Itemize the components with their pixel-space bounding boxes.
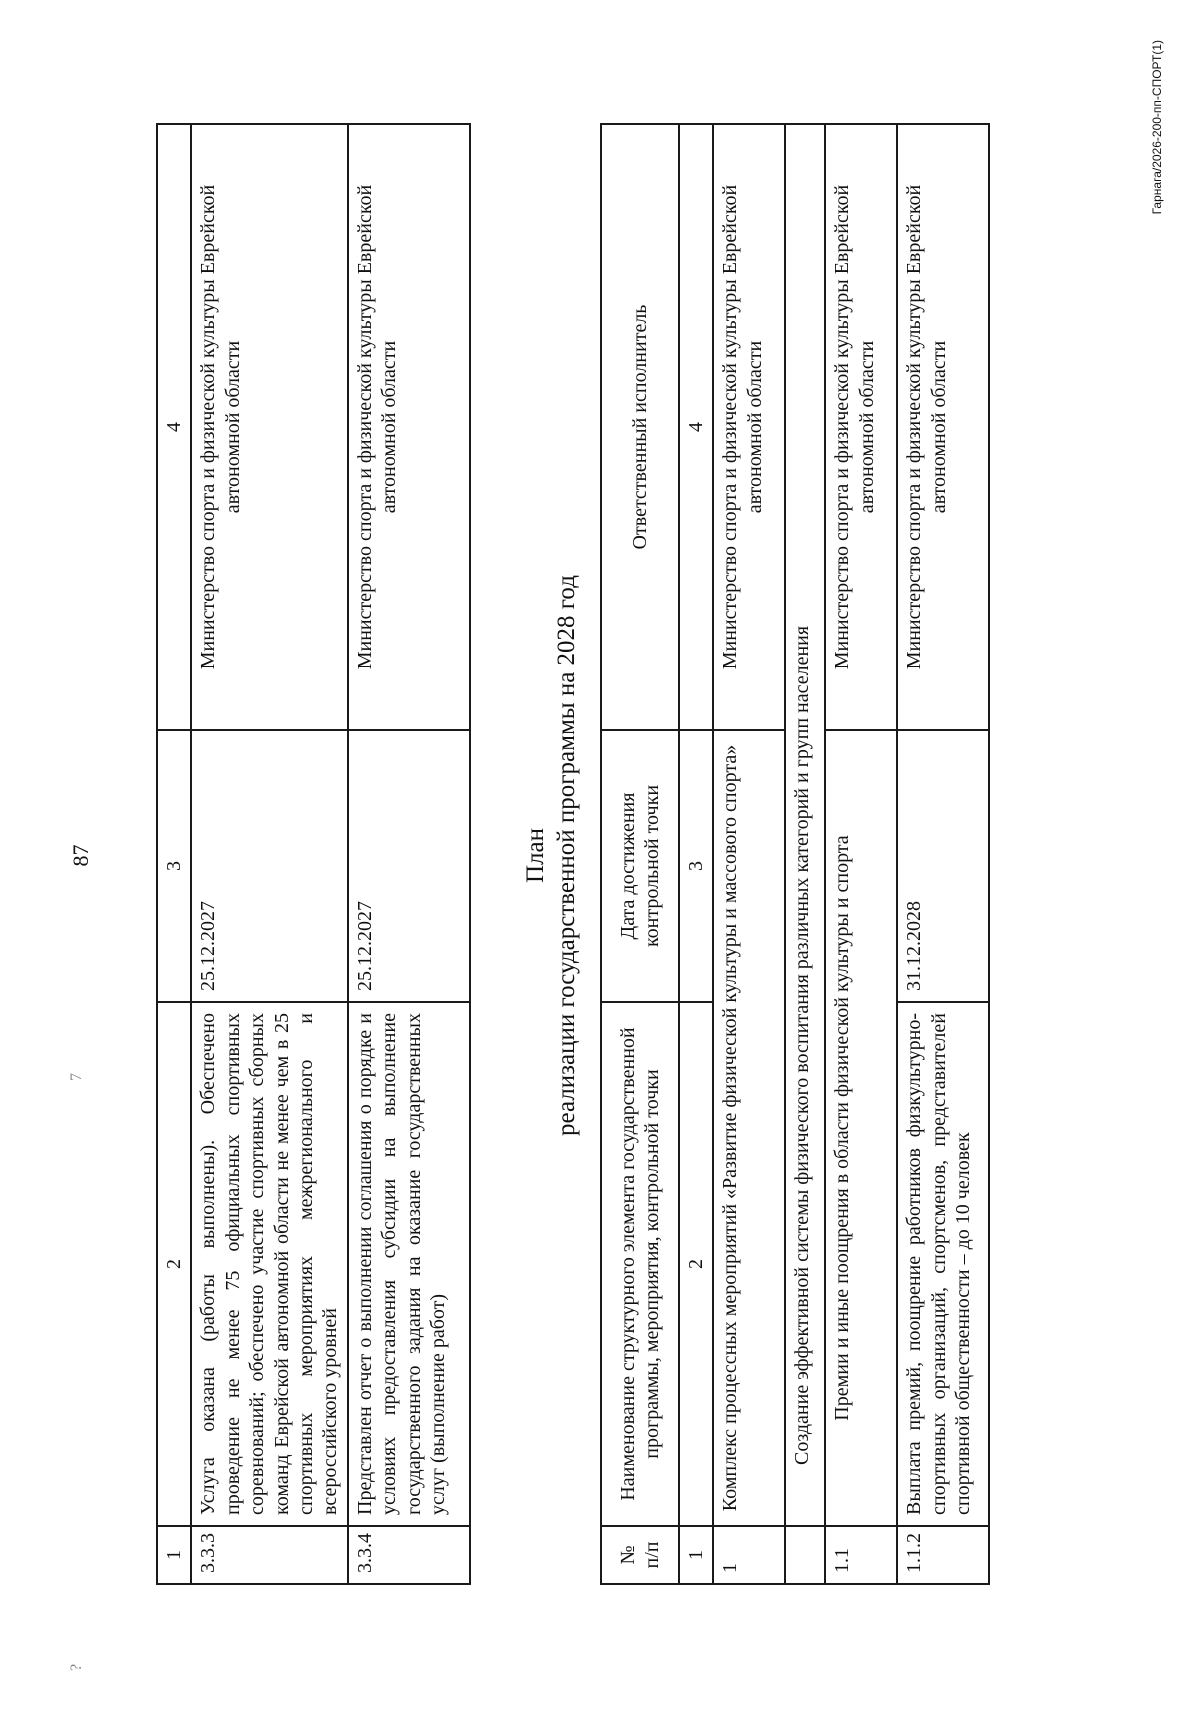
table-row [191,124,347,1584]
row-executor: Министерство спорта и физической культуры Еврейской автономной области [825,124,897,730]
row-date: 25.12.2027 [191,730,347,1002]
header-executor: Ответственный исполнитель [601,124,679,730]
table-header-numbers [157,124,191,1584]
row-name: Представлен отчет о выполнении соглашения о порядке и условиях предоставления субсидии на выполнение государственного задания на оказание государственных услуг (выполнение работ) [348,1002,470,1526]
row-number: 3.3.4 [348,1526,470,1584]
col-number-3: 3 [157,730,191,1002]
stray-mark-2: 7 [68,1073,85,1081]
col-number-1: 1 [157,1526,191,1584]
row-name: Комплекс процессных мероприятий «Развитие физической культуры и массового спорта» [713,730,785,1526]
row-date: 25.12.2027 [348,730,470,1002]
row-executor: Министерство спорта и физической культуры Еврейской автономной области [191,124,347,730]
row-number: 1 [713,1526,785,1584]
table-plan-2028 [600,123,990,1585]
plan-title-line2: реализации государственной программы на 2028 год [553,575,581,1136]
row-task: Создание эффективной системы физического воспитания различных категорий и групп населения [785,124,825,1526]
row-executor: Министерство спорта и физической культуры Еврейской автономной области [897,124,989,730]
footer-document-id: Гарнага/2026-200-пп-СПОРТ(1) [1150,40,1164,215]
col-number-2: 2 [679,1002,713,1526]
row-name: Выплата премий, поощрение работников физкультурно-спортивных организаций, спортсменов, представителей спортивной общественности – до 10 человек [897,1002,989,1526]
row-date: 31.12.2028 [897,730,989,1002]
table-header-numbers [679,124,713,1584]
row-name: Премии и иные поощрения в области физической культуры и спорта [825,730,897,1526]
col-number-1: 1 [679,1526,713,1584]
table-row [825,124,897,1584]
table-row [785,124,825,1584]
col-number-4: 4 [679,124,713,730]
row-number-empty [785,1526,825,1584]
page-number: 87 [68,844,93,867]
table-header [601,124,679,1584]
table-continuation [156,123,471,1585]
table-row [897,124,989,1584]
table-row [713,124,785,1584]
col-number-2: 2 [157,1002,191,1526]
row-number: 1.1.2 [897,1526,989,1584]
row-number: 3.3.3 [191,1526,347,1584]
table-row [348,124,470,1584]
col-number-4: 4 [157,124,191,730]
row-executor: Министерство спорта и физической культуры Еврейской автономной области [348,124,470,730]
col-number-3: 3 [679,730,713,1002]
row-executor: Министерство спорта и физической культуры Еврейской автономной области [713,124,785,730]
row-name: Услуга оказана (работы выполнены). Обеспечено проведение не менее 75 официальных спортивных соревнований; обеспечено участие спортивных сборных команд Еврейской автономной области не менее чем в 25 спортивных мероприятиях межрегионального и всероссийского уровней [191,1002,347,1526]
plan-title-line1: План [522,828,549,884]
header-name: Наименование структурного элемента государственной программы, мероприятия, контрольной точки [601,1002,679,1526]
stray-mark-1: ? [68,1663,85,1671]
header-num: № п/п [601,1526,679,1584]
header-date: Дата достижения контрольной точки [601,730,679,1002]
plan-title [520,0,583,1711]
row-number: 1.1 [825,1526,897,1584]
